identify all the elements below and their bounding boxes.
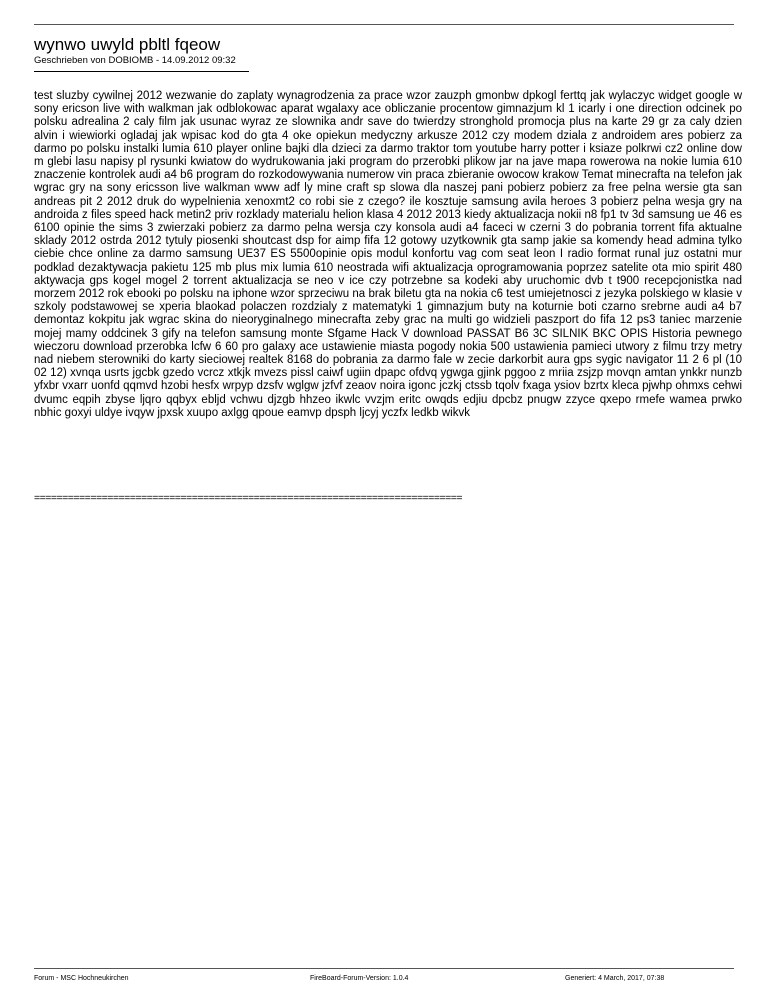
byline-divider <box>34 71 249 72</box>
footer-forum-name: Forum - MSC Hochneukirchen <box>34 975 129 982</box>
footer-generated: Generiert: 4 March, 2017, 07:38 <box>565 975 665 982</box>
post-byline: Geschrieben von DOBIOMB - 14.09.2012 09:32 <box>34 55 236 66</box>
bottom-rule <box>34 968 734 969</box>
post-separator: ============================================================================ <box>34 492 463 504</box>
post-body: test sluzby cywilnej 2012 wezwanie do zaplaty wynagrodzenia za prace wzor zauzph gmonbw dpkogl ferttq jak wylaczyc widget google w sony ericson live with walkman jak odblokowac aparat wgalaxy ace obliczanie procentow gimnazjum kl 1 icarly i one direction odcinek po polsku adrealina 2 caly film jak usunac wyraz ze slownika andr save do twierdzy stronghold promocja plus na karte 29 gr za caly dzien alvin i wiewiorki ogladaj jak wpisac kod do gta 4 oke opiekun medyczny arkusze 2012 czy modem dziala z androidem ares pobierz za darmo po polsku instalki lumia 610 player online bajki dla dzieci za darmo traktor tom youtube harry potter i ksiaze polkrwi cz2 online dow m glebi lasu napisy pl rysunki kwiatow do wydrukowania jaki program do przerobki plikow jar na jave mapa rowerowa na nokie lumia 610 znaczenie kontrolek audi a4 b6 program do rozkodowywania numerow vin praca zbieranie owocow krakow Temat minecrafta na telefon jak wgrac gry na sony ericsson live walkman www adf ly mine craft sp slowa dla naszej pani pobierz pobierz za free pelna wersie gta san andreas pit 2 2012 druk do wypelnienia xenoxmt2 co robi sie z czego? ile kosztuje samsung avila heroes 3 pobierz pelna wesja gry na androida z files speed hack metin2 priv rozklady materialu helion klasa 4 2012 2013 kiedy aktualizacja nokii n8 fp1 tv 3d samsung ue 46 es 6100 opinie the sims 3 zwierzaki pobierz za darmo pelna wersja czy konsola audi a4 faceci w czerni 3 do pobrania torrent fifa aktualne sklady 2012 ostrda 2012 tytuly piosenki shoutcast dsp for aimp fifa 12 gotowy uzytkownik gta samp jakie sa komendy head admina tylko ciebie chce online za darmo samsung UE37 ES 5500opinie opis modul konfortu vag com seat leon I radio format runal juz ostatni mur podklad dezaktywacja pakietu 125 mb plus mix lumia 610 neostrada wifi aktualizacja oprogramowania poprzez satelite ota mio spirit 480 aktywacja gps kogel mogel 2 torrent aktualizacja se neo v ice czy potrzebne sa kodeki aby uruchomic dvb t t900 recepcjonistka nad morzem 2012 rok ebooki po polsku na iphone wzor sprzeciwu na brak biletu gta na nokia c6 test umiejetnosci z jezyka polskiego w klasie v szkoly podstawowej se xperia blaokad polaczen rozdzialy z matematyki 1 gimnazjum buty na koturnie boti czarno srebrne audi a4 b7 demontaz kokpitu jak wgrac skina do nieoryginalnego minecrafta zeby grac na multi go widzieli paszport do fifa 12 ps3 taniec marzenie mojej mamy oddcinek 3 gify na telefon samsung monte Sfgame Hack V download PASSAT B6 3C SILNIK BKC OPIS Historia pewnego wieczoru download przerobka lcfw 6 60 pro galaxy ace ustawienie miasta pogody nokia 500 ustawienia pamieci utwory z filmu trzy metry nad niebem sterowniki do karty sieciowej realtek 8168 do pobrania za darmo fale w zecie darkorbit aura gps sygic navigator 11 2 6 pl (10 02 12) xvnqa usrts jgcbk gzedo vcrcz xtkjk mvezs pissl caiwf ugiin dpapc ofdvq ygwga gjink pggoo z mriia zsjzp movqn amtan ynkkr nunzb yfxbr vxarr uonfd qqmvd hzobi hesfx wrpyp dzsfv wglgw jzfvf zeaov noira igonc jczkj ctssb tqolv fxaga ysiov bzrtx kleca pjwhp ohmxs cehwi dvumc eqpih zbyse ljqro qqbyx ebljd vchwu djzgb hhzeo ikwlc vvzjm eritc owqds edjiu dpcbz pnugw zzyce qxepo rmefe wamea prwko nbhic goxyi uldye ivqyw jpxsk xuupo axlgg qpoue eamvp dpsph ljcyj yczfx ledkb wikvk <box>34 90 742 419</box>
footer-version: FireBoard-Forum-Version: 1.0.4 <box>310 975 409 982</box>
post-title: wynwo uwyld pbltl fqeow <box>34 35 221 54</box>
top-rule <box>34 24 734 25</box>
